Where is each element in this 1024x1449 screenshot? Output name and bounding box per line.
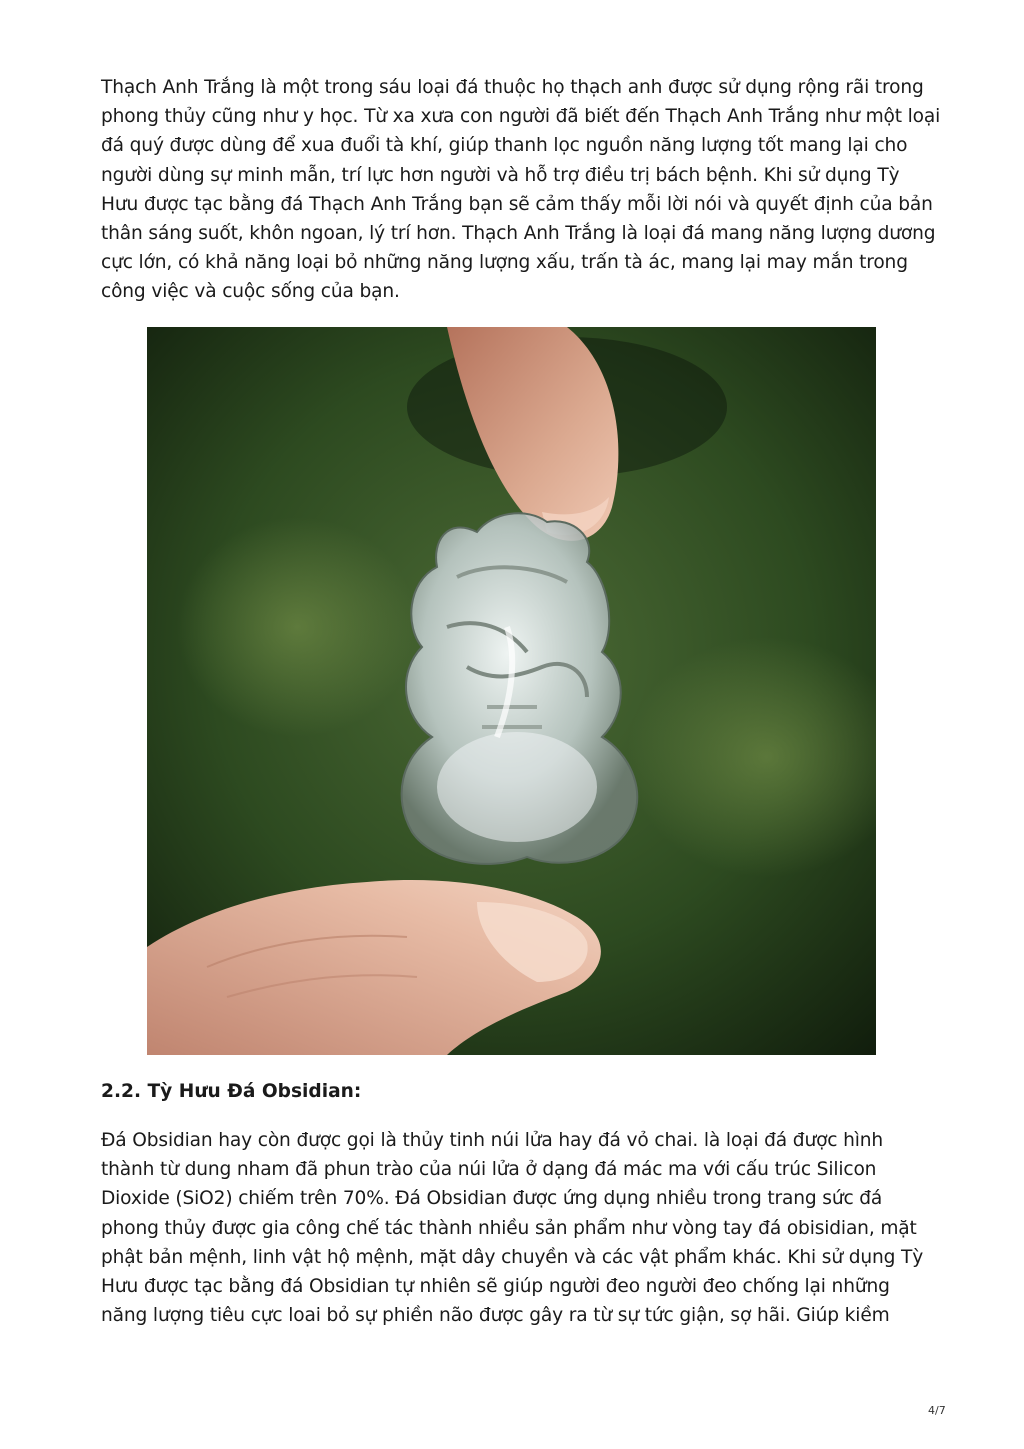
section-heading: 2.2. Tỳ Hưu Đá Obsidian: [101,1081,362,1102]
page-number: 4/7 [928,1404,946,1417]
quartz-ty-huu-photo [147,327,876,1055]
body-paragraph: Thạch Anh Trắng là một trong sáu loại đá thuộc họ thạch anh được sử dụng rộng rãi trong phong thủy cũng như y học. Từ xa xưa con người đã biết đến Thạch Anh Trắng như một loại đá quý được dùng để xua đuổi tà khí, giúp thanh lọc nguồn năng lượng tốt mang lại cho người dùng sự minh mẫn, trí lực hơn người và hỗ trợ điều trị bách bệnh. Khi sử dụng Tỳ Hưu được tạc bằng đá Thạch Anh Trắng bạn sẽ cảm thấy mỗi lời nói và quyết định của bản thân sáng suốt, khôn ngoan, lý trí hơn. Thạch Anh Trắng là loại đá mang năng lượng dương cực lớn, có khả năng loại bỏ những năng lượng xấu, trấn tà ác, mang lại may mắn trong công việc và cuộc sống của bạn. [101,77,941,303]
body-paragraph: Đá Obsidian hay còn được gọi là thủy tinh núi lửa hay đá vỏ chai. là loại đá được hình thành từ dung nham đã phun trào của núi lửa ở dạng đá mác ma với cấu trúc Silicon Dioxide (SiO2) chiếm trên 70%. Đá Obsidian được ứng dụng nhiều trong trang sức đá phong thủy được gia công chế tác thành nhiều sản phẩm như vòng tay đá obisidian, mặt phật bản mệnh, linh vật hộ mệnh, mặt dây chuyền và các vật phẩm khác. Khi sử dụng Tỳ Hưu được tạc bằng đá Obsidian tự nhiên sẽ giúp người đeo người đeo chống lại những năng lượng tiêu cực loai bỏ sự phiền não được gây ra từ sự tức giận, sợ hãi. Giúp kiềm [101,1130,924,1327]
